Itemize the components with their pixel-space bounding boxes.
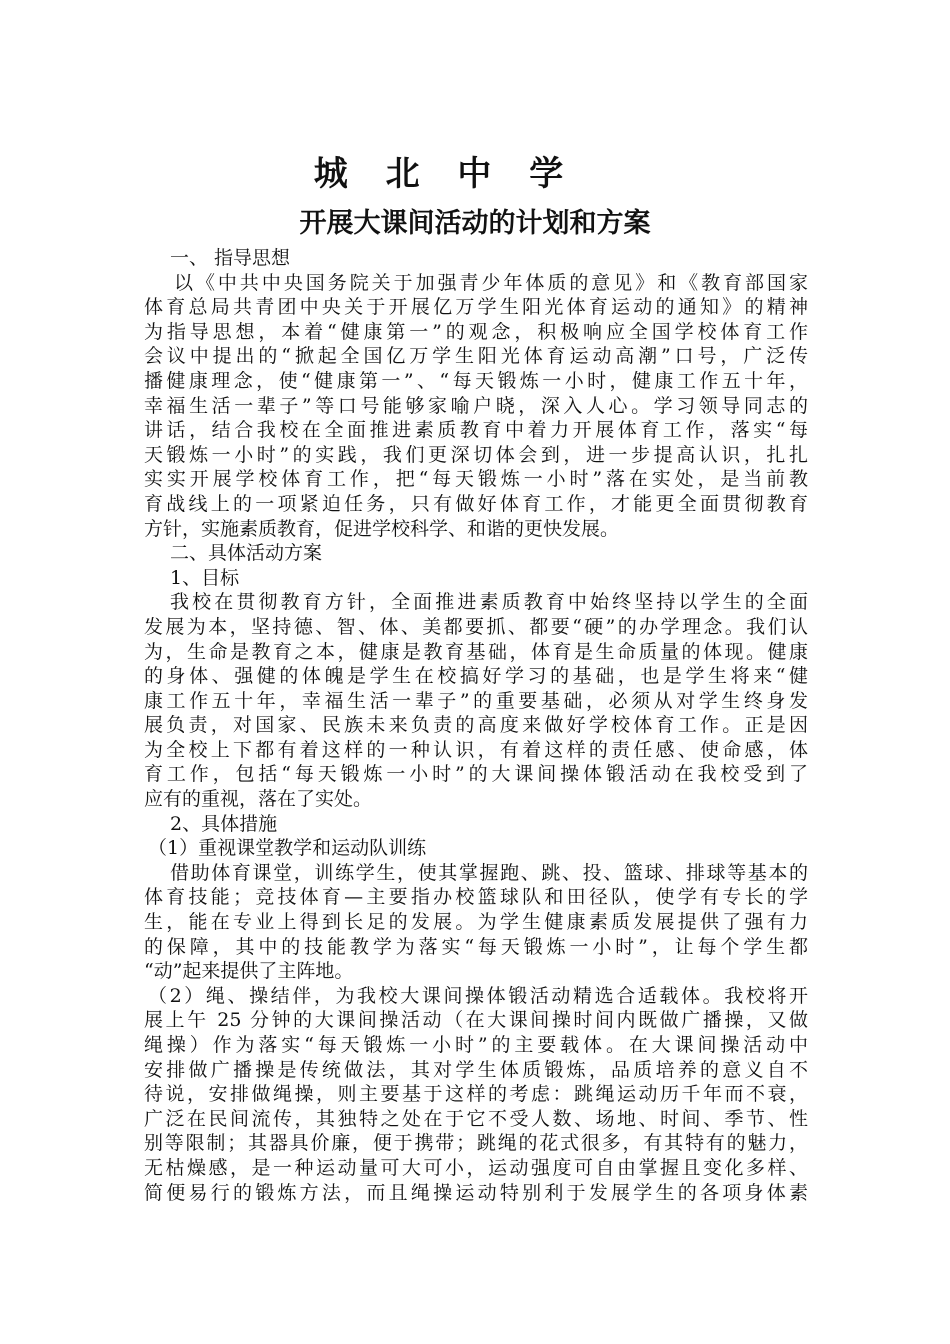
text-line: 简便易行的锻炼方法，而且绳操运动特别利于发展学生的各项身体素 [144, 1181, 808, 1204]
text-line: 别等限制；其器具价廉，便于携带；跳绳的花式很多，有其特有的魅力， [144, 1132, 808, 1155]
text-line: 为指导思想，本着“健康第一”的观念，积极响应全国学校体育工作 [144, 320, 808, 343]
text-line: 为全校上下都有着这样的一种认识，有着这样的责任感、使命感，体 [144, 738, 808, 761]
text-line: 为，生命是教育之本，健康是教育基础，体育是生命质量的体现。健康 [144, 640, 808, 663]
text-line: 的身体、强健的体魄是学生在校搞好学习的基础，也是学生将来“健 [144, 665, 808, 688]
text-line: “动”起来提供了主阵地。 [144, 960, 354, 983]
document-title: 城 北 中 学 [313, 154, 577, 194]
text-line: 康工作五十年，幸福生活一辈子”的重要基础，必须从对学生终身发 [144, 689, 808, 712]
text-line: （1）重视课堂教学和运动队训练 [148, 837, 427, 860]
text-line: 无枯燥感，是一种运动量可大可小，运动强度可自由掌握且变化多样、 [144, 1156, 808, 1179]
document-subtitle: 开展大课间活动的计划和方案 [299, 208, 651, 239]
text-line: 天锻炼一小时”的实践，我们更深切体会到，进一步提高认识，扎扎 [144, 443, 808, 466]
text-line: 的保障，其中的技能教学为落实“每天锻炼一小时”，让每个学生都 [144, 935, 808, 958]
text-line: 二、具体活动方案 [170, 542, 323, 565]
text-line: 生，能在专业上得到长足的发展。为学生健康素质发展提供了强有力 [144, 911, 808, 934]
text-line: 1、目标 [170, 566, 240, 589]
text-line: 会议中提出的“掀起全国亿万学生阳光体育运动高潮”口号，广泛传 [144, 345, 808, 368]
text-line: 实实开展学校体育工作，把“每天锻炼一小时”落在实处，是当前教 [144, 468, 808, 491]
text-line: 以《中共中央国务院关于加强青少年体质的意见》和《教育部国家 [174, 271, 808, 294]
text-line: 安排做广播操是传统做法，其对学生体质锻炼，品质培养的意义自不 [144, 1058, 808, 1081]
text-line: 育工作，包括“每天锻炼一小时”的大课间操体锻活动在我校受到了 [144, 763, 808, 786]
text-line: 应有的重视，落在了实处。 [144, 788, 373, 811]
text-line: 广泛在民间流传，其独特之处在于它不受人数、场地、时间、季节、性 [144, 1107, 808, 1130]
text-line: 方针，实施素质教育，促进学校科学、和谐的更快发展。 [144, 517, 620, 540]
text-line: 体育总局共青团中央关于开展亿万学生阳光体育运动的通知》的精神 [144, 296, 808, 319]
text-line: 讲话，结合我校在全面推进素质教育中着力开展体育工作，落实“每 [144, 419, 808, 442]
text-line: 播健康理念，使“健康第一”、“每天锻炼一小时，健康工作五十年， [144, 369, 808, 392]
text-line: 绳操）作为落实“每天锻炼一小时”的主要载体。在大课间操活动中 [144, 1034, 808, 1056]
text-line: 展负责，对国家、民族未来负责的高度来做好学校体育工作。正是因 [144, 714, 808, 737]
text-line: 体育技能；竞技体育—主要指办校篮球队和田径队，使学有专长的学 [144, 886, 808, 909]
text-line: 展上午 25 分钟的大课间操活动（在大课间操时间内既做广播操，又做 [144, 1009, 808, 1032]
document-body [144, 246, 808, 1205]
text-line: 一、 指导思想 [170, 247, 291, 269]
text-line: （2）绳、操结伴，为我校大课间操体锻活动精选合适载体。我校将开 [148, 984, 808, 1007]
text-line: 我校在贯彻教育方针，全面推进素质教育中始终坚持以学生的全面 [170, 591, 808, 614]
text-line: 借助体育课堂，训练学生，使其掌握跑、跳、投、篮球、排球等基本的 [170, 861, 808, 884]
text-line: 待说，安排做绳操，则主要基于这样的考虑：跳绳运动历千年而不衰， [144, 1083, 808, 1106]
text-line: 育战线上的一项紧迫任务，只有做好体育工作，才能更全面贯彻教育 [144, 492, 808, 515]
text-line: 2、具体措施 [170, 812, 278, 835]
text-line: 发展为本，坚持德、智、体、美都要抓、都要“硬”的办学理念。我们认 [144, 615, 808, 638]
text-line: 幸福生活一辈子”等口号能够家喻户晓，深入人心。学习领导同志的 [144, 394, 808, 417]
